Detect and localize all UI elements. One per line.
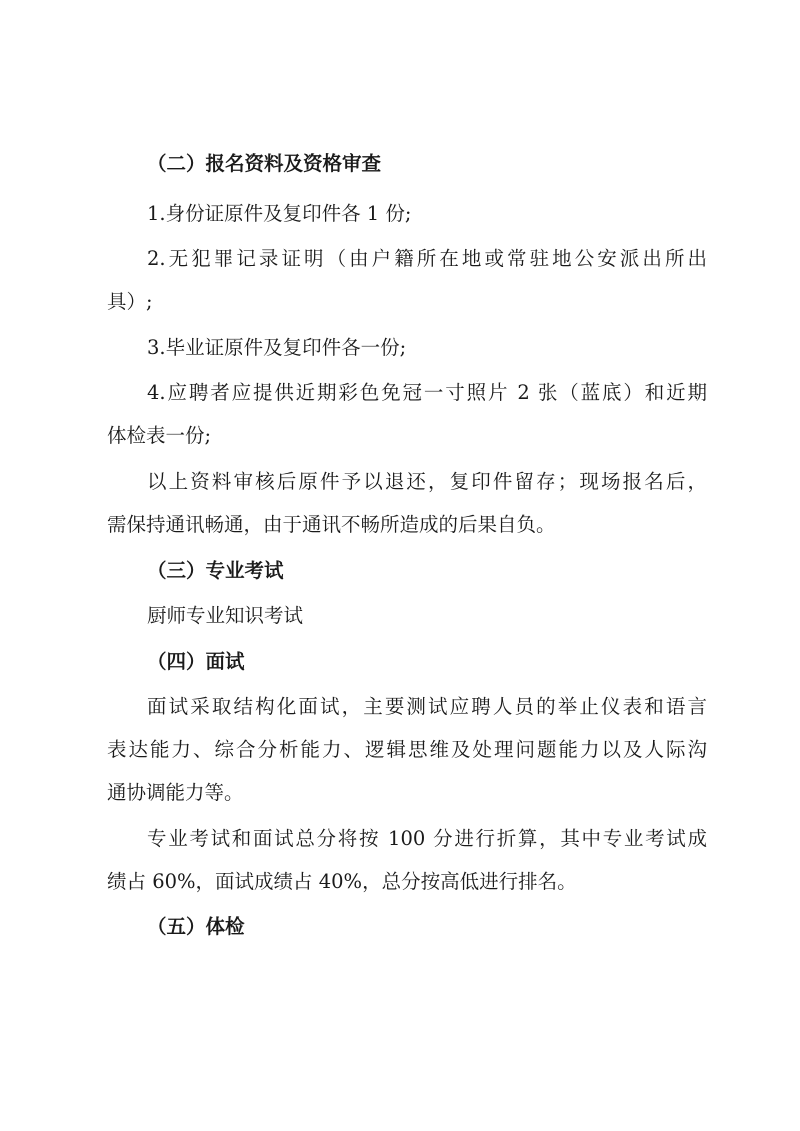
note-paragraph-line2: 需保持通讯畅通，由于通讯不畅所造成的后果自负。	[107, 513, 556, 536]
list-item-no-criminal-record-line2: 具）;	[107, 290, 153, 313]
section-heading-registration-materials: （二）报名资料及资格审查	[147, 152, 382, 175]
section-heading-interview: （四）面试	[147, 650, 245, 673]
interview-paragraph-line1: 面试采取结构化面试，主要测试应聘人员的举止仪表和语言	[147, 695, 707, 718]
list-item-photo-line2: 体检表一份;	[107, 424, 212, 447]
list-item-diploma: 3.毕业证原件及复印件各一份;	[147, 336, 407, 359]
list-item-photo-line1: 4.应聘者应提供近期彩色免冠一寸照片 2 张（蓝底）和近期	[147, 381, 707, 404]
list-item-no-criminal-record-line1: 2.无犯罪记录证明（由户籍所在地或常驻地公安派出所出	[147, 247, 707, 270]
note-paragraph-line1: 以上资料审核后原件予以退还，复印件留存；现场报名后，	[147, 470, 707, 493]
professional-exam-content: 厨师专业知识考试	[147, 604, 304, 627]
section-heading-physical-exam: （五）体检	[147, 915, 245, 938]
list-item-id-card: 1.身份证原件及复印件各 1 份;	[147, 202, 412, 225]
interview-paragraph-line3: 通协调能力等。	[107, 781, 244, 804]
interview-paragraph-line2: 表达能力、综合分析能力、逻辑思维及处理问题能力以及人际沟	[107, 738, 707, 761]
section-heading-professional-exam: （三）专业考试	[147, 559, 284, 582]
scoring-paragraph-line2: 绩占 60%，面试成绩占 40%，总分按高低进行排名。	[107, 870, 577, 893]
scoring-paragraph-line1: 专业考试和面试总分将按 100 分进行折算，其中专业考试成	[147, 827, 707, 850]
